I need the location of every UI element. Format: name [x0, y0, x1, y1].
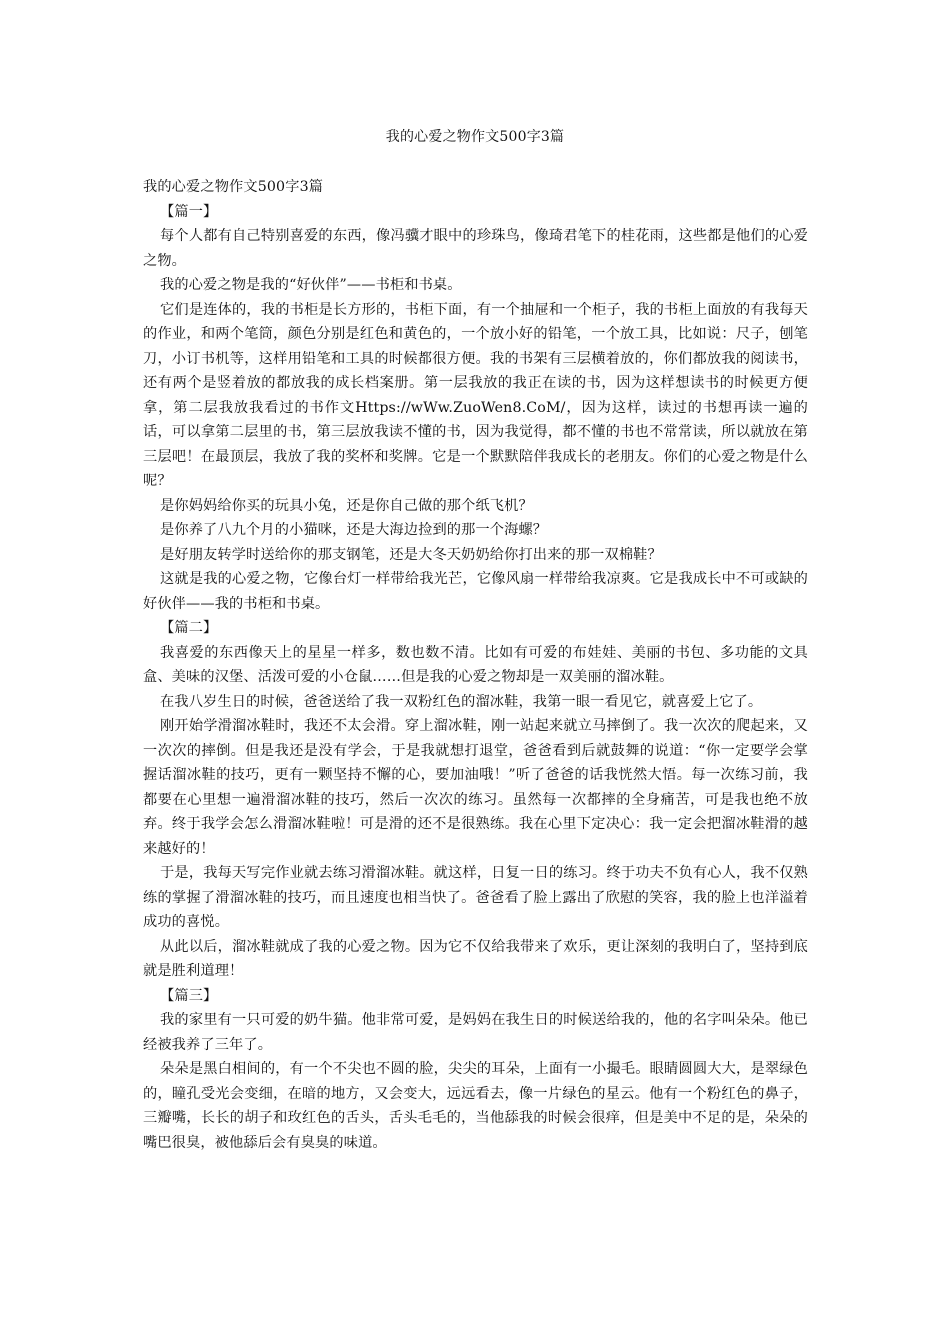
paragraph: 刚开始学滑溜冰鞋时，我还不太会滑。穿上溜冰鞋，刚一站起来就立马摔倒了。我一次次的爬起来，又一次次的摔倒。但是我还是没有学会，于是我就想打退堂，爸爸看到后就鼓舞的说道：“你一定要学会掌握话溜冰鞋的技巧，更有一颗坚持不懈的心，要加油哦！”听了爸爸的话我恍然大悟。每一次练习前，我都要在心里想一遍滑溜冰鞋的技巧，然后一次次的练习。虽然每一次都摔的全身痛苦，可是我也绝不放弃。终于我学会怎么滑溜冰鞋啦！可是滑的还不是很熟练。我在心里下定决心：我一定会把溜冰鞋滑的越来越好的！ [143, 718, 808, 857]
paragraph: 我的心爱之物是我的“好伙伴”——书柜和书桌。 [160, 277, 462, 293]
section-heading-2: 【篇二】 [160, 620, 218, 636]
paragraph: 我的家里有一只可爱的奶牛猫。他非常可爱，是妈妈在我生日的时候送给我的，他的名字叫朵朵。他已经被我养了三年了。 [143, 1012, 808, 1053]
document-title: 我的心爱之物作文500字3篇 [385, 129, 565, 145]
paragraph: 每个人都有自己特别喜爱的东西，像冯骥才眼中的珍珠鸟，像琦君笔下的桂花雨，这些都是他们的心爱之物。 [143, 228, 808, 269]
paragraph: 朵朵是黑白相间的，有一个不尖也不圆的脸，尖尖的耳朵，上面有一小撮毛。眼睛圆圆大大，是翠绿色的，瞳孔受光会变细，在暗的地方，又会变大，远远看去，像一片绿色的星云。他有一个粉红色的鼻子，三瓣嘴，长长的胡子和玫红色的舌头，舌头毛毛的，当他舔我的时候会很痒，但是美中不足的是，朵朵的嘴巴很臭，被他舔后会有臭臭的味道。 [143, 1061, 808, 1151]
paragraph: 这就是我的心爱之物，它像台灯一样带给我光芒，它像风扇一样带给我凉爽。它是我成长中不可或缺的好伙伴——我的书柜和书桌。 [143, 571, 808, 612]
paragraph: 从此以后，溜冰鞋就成了我的心爱之物。因为它不仅给我带来了欢乐，更让深刻的我明白了，坚持到底就是胜利道理！ [143, 938, 808, 979]
document-subtitle: 我的心爱之物作文500字3篇 [143, 179, 324, 195]
paragraph: 于是，我每天写完作业就去练习滑溜冰鞋。就这样，日复一日的练习。终于功夫不负有心人，我不仅熟练的掌握了滑溜冰鞋的技巧，而且速度也相当快了。爸爸看了脸上露出了欣慰的笑容，我的脸上也洋溢着成功的喜悦。 [143, 865, 808, 930]
paragraph: 在我八岁生日的时候，爸爸送给了我一双粉红色的溜冰鞋，我第一眼一看见它，就喜爱上它了。 [160, 693, 763, 710]
section-heading-1: 【篇一】 [160, 203, 218, 220]
section-heading-3: 【篇三】 [160, 987, 218, 1004]
paragraph: 我喜爱的东西像天上的星星一样多，数也数不清。比如有可爱的布娃娃、美丽的书包、多功能的文具盒、美味的汉堡、活泼可爱的小仓鼠……但是我的心爱之物却是一双美丽的溜冰鞋。 [143, 644, 808, 685]
paragraph: 是好朋友转学时送给你的那支钢笔，还是大冬天奶奶给你打出来的那一双棉鞋？ [160, 546, 662, 563]
paragraph: 是你养了八九个月的小猫咪，还是大海边捡到的那一个海螺？ [160, 522, 548, 538]
document-body [143, 175, 808, 1155]
paragraph: 是你妈妈给你买的玩具小兔，还是你自己做的那个纸飞机？ [160, 497, 533, 514]
paragraph: 它们是连体的，我的书柜是长方形的，书柜下面，有一个抽屉和一个柜子，我的书柜上面放的有我每天的作业，和两个笔筒，颜色分别是红色和黄色的，一个放小好的铅笔，一个放工具，比如说：尺子，刨笔刀，小订书机等，这样用铅笔和工具的时候都很方便。我的书架有三层横着放的，你们都放我的阅读书，还有两个是竖着放的都放我的成长档案册。第一层我放的我正在读的书，因为这样想读书的时候更方便拿，第二层我放我看过的书作文Https://wWw.ZuoWen8.CoM/，因为这样，读过的书想再读一遍的话，可以拿第二层里的书，第三层放我读不懂的书，因为我觉得，都不懂的书也不常常读，所以就放在第三层吧！在最顶层，我放了我的奖杯和奖牌。它是一个默默陪伴我成长的老朋友。你们的心爱之物是什么呢？ [143, 301, 808, 489]
